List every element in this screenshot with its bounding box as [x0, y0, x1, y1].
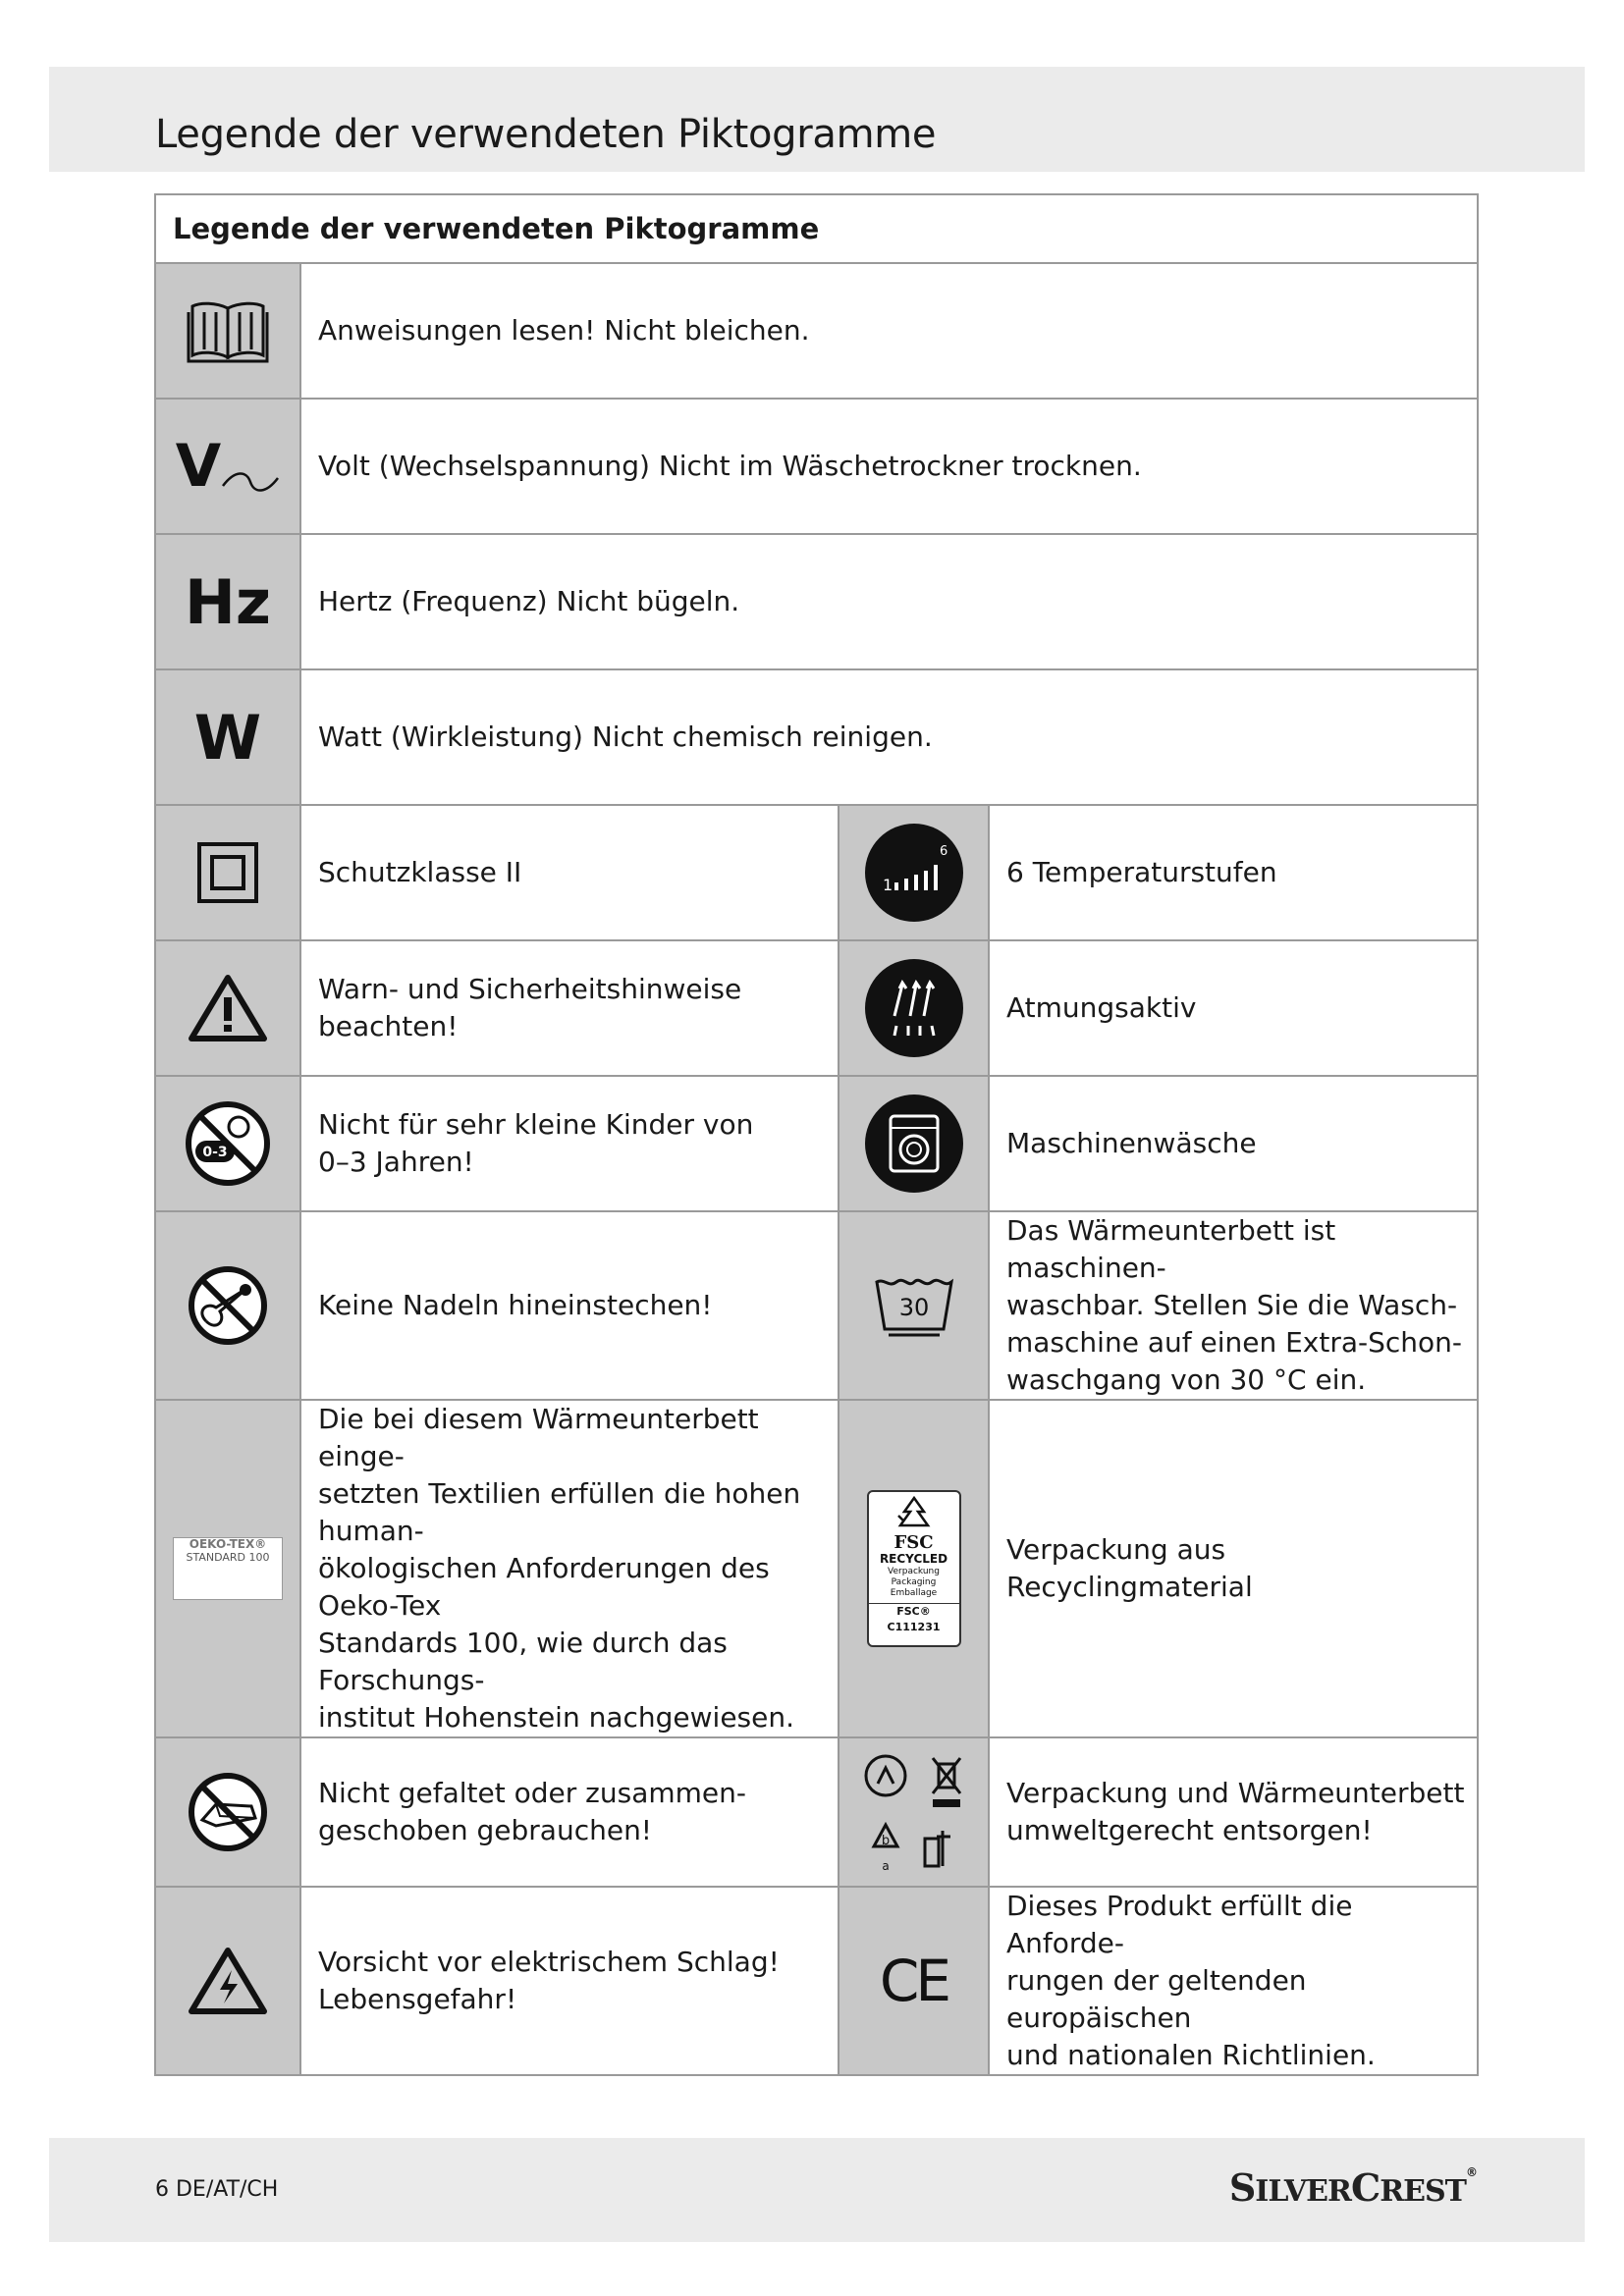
no-needles-icon: [155, 1211, 300, 1400]
table-row: [155, 399, 1478, 534]
footer-bar: [49, 2138, 1585, 2242]
svg-text:6: 6: [939, 844, 947, 859]
svg-text:1: 1: [882, 876, 893, 894]
legend-text: Das Wärmeunterbett ist maschinen- waschbar. Stellen Sie die Wasch- maschine auf einen Extra-Schon- waschgang von 30 °C ein.: [989, 1211, 1478, 1400]
electric-shock-warning-icon: [155, 1887, 300, 2075]
table-row: [155, 1737, 1478, 1887]
pictogram-legend-table: [154, 193, 1479, 2076]
table-row: [155, 263, 1478, 399]
warning-triangle-icon: [155, 940, 300, 1076]
table-heading: Legende der verwendeten Piktogramme: [155, 194, 1478, 263]
legend-text: Atmungsaktiv: [989, 940, 1478, 1076]
table-row: [155, 534, 1478, 669]
table-row: [155, 1887, 1478, 2075]
not-for-small-children-icon: [155, 1076, 300, 1211]
header-bar: [49, 67, 1585, 172]
legend-text: Die bei diesem Wärmeunterbett einge- setzten Textilien erfüllen die hohen human- ökologischen Anforderungen des Oeko-Tex Standards 100, wie durch das Forschungs- institut Hohenstein nachgewiesen.: [300, 1400, 839, 1737]
table-row: [155, 1400, 1478, 1737]
legend-text: Verpackung aus Recyclingmaterial: [989, 1400, 1478, 1737]
protection-class-ii-icon: [155, 805, 300, 940]
svg-text:a: a: [881, 1859, 890, 1873]
hertz-icon: Hz: [155, 534, 300, 669]
volt-ac-icon: V: [155, 399, 300, 534]
legend-text: Keine Nadeln hineinstechen!: [300, 1211, 839, 1400]
legend-text: 6 Temperaturstufen: [989, 805, 1478, 940]
disposal-icons: [839, 1737, 989, 1887]
legend-text: Watt (Wirkleistung) Nicht chemisch reinigen.: [300, 669, 1478, 805]
legend-text: Nicht für sehr kleine Kinder von 0–3 Jahren!: [300, 1076, 839, 1211]
legend-text: Verpackung und Wärmeunterbett umweltgerecht entsorgen!: [989, 1737, 1478, 1887]
fsc-recycled-label: FSC RECYCLED Verpackung Packaging Emballage FSC® C111231: [839, 1400, 989, 1737]
temperature-dial-icon: [839, 805, 989, 940]
table-row: [155, 805, 1478, 940]
legend-text: Schutzklasse II: [300, 805, 839, 940]
no-folding-icon: [155, 1737, 300, 1887]
svg-text:b: b: [881, 1834, 890, 1848]
table-row: [155, 669, 1478, 805]
page-number: 6 DE/AT/CH: [155, 2177, 279, 2202]
washing-machine-icon: [839, 1076, 989, 1211]
wash-30-icon: [839, 1211, 989, 1400]
watt-icon: W: [155, 669, 300, 805]
brand-logo: SILVERCREST®: [1228, 2165, 1477, 2210]
oeko-tex-label: OEKO-TEX® STANDARD 100: [155, 1400, 300, 1737]
svg-text:30: 30: [898, 1294, 929, 1321]
page-title: Legende der verwendeten Piktogramme: [155, 112, 937, 157]
legend-text: Volt (Wechselspannung) Nicht im Wäschetrockner trocknen.: [300, 399, 1478, 534]
legend-text: Hertz (Frequenz) Nicht bügeln.: [300, 534, 1478, 669]
legend-text: Warn- und Sicherheitshinweise beachten!: [300, 940, 839, 1076]
legend-text: Anweisungen lesen! Nicht bleichen.: [300, 263, 1478, 399]
breathable-icon: [839, 940, 989, 1076]
book-icon: [155, 263, 300, 399]
svg-text:0-3: 0-3: [202, 1145, 228, 1160]
ce-mark-icon: CE: [839, 1887, 989, 2075]
table-row: [155, 940, 1478, 1076]
legend-text: Maschinenwäsche: [989, 1076, 1478, 1211]
table-row: [155, 1211, 1478, 1400]
legend-text: Dieses Produkt erfüllt die Anforde- rungen der geltenden europäischen und nationalen Richtlinien.: [989, 1887, 1478, 2075]
table-row: [155, 1076, 1478, 1211]
legend-text: Vorsicht vor elektrischem Schlag! Lebensgefahr!: [300, 1887, 839, 2075]
legend-text: Nicht gefaltet oder zusammen- geschoben gebrauchen!: [300, 1737, 839, 1887]
